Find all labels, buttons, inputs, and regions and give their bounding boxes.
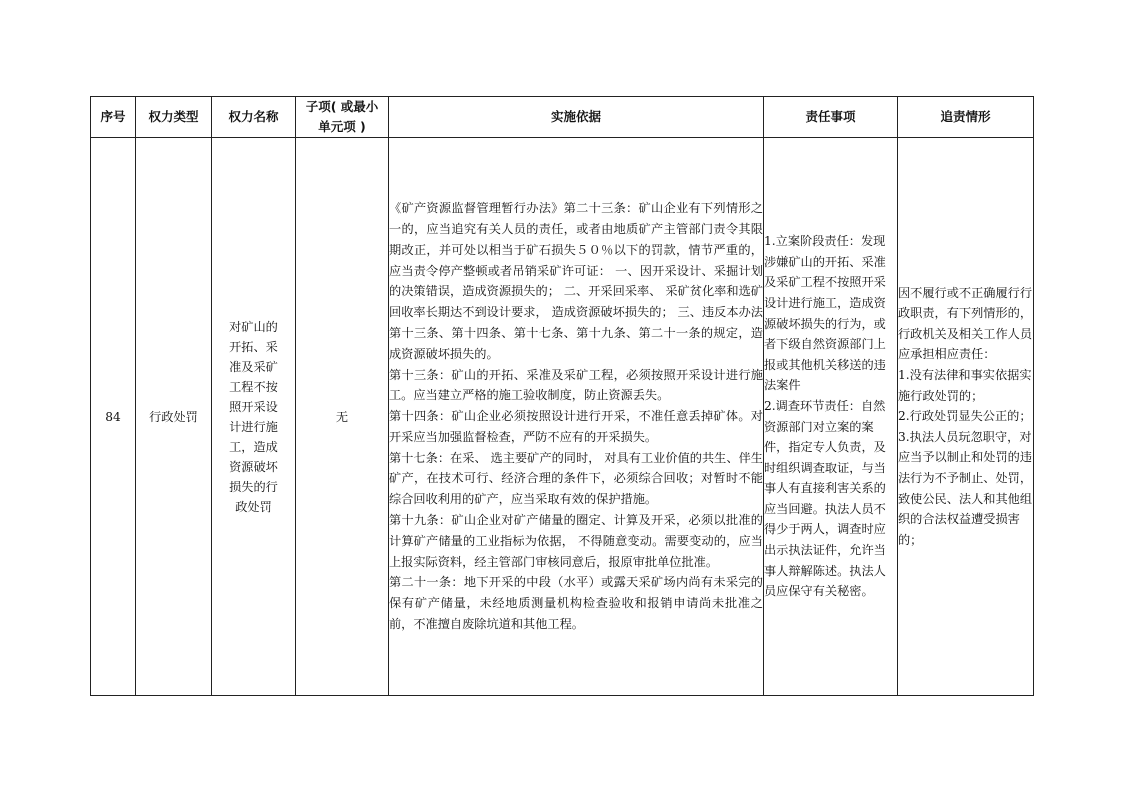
basis-paragraph: 第二十一条：地下开采的中段（水平）或露天采矿场内尚有未采完的保有矿产储量，未经地质测量机构检查验收和报销申请尚未批准之前，不准擅自废除坑道和其他工程。 xyxy=(389,575,763,632)
row-subitem: 无 xyxy=(296,138,389,696)
responsibility-item: 2.调查环节责任：自然资源部门对立案的案件，指定专人负责，及时组织调查取证，与当事人有直接利害关系的应当回避。执法人员不得少于两人，调查时应出示执法证件，允许当事人辩解陈述。执法人员应保守有关秘密。 xyxy=(764,398,886,599)
header-responsibility: 责任事项 xyxy=(764,97,898,138)
header-power-type: 权力类型 xyxy=(136,97,212,138)
basis-paragraph: 第十九条：矿山企业对矿产储量的圈定、计算及开采，必须以批准的计算矿产储量的工业指标为依据， 不得随意变动。需要变动的，应当上报实际资料，经主管部门审核同意后，报原审批单位批准。 xyxy=(389,513,763,569)
header-seq: 序号 xyxy=(91,97,136,138)
accountability-item: 2.行政处罚显失公正的； xyxy=(898,409,1032,424)
header-accountability: 追责情形 xyxy=(898,97,1034,138)
basis-paragraph: 《矿产资源监督管理暂行办法》第二十三条：矿山企业有下列情形之一的，应当追究有关人员的责任，或者由地质矿产主管部门责令其限期改正，并可处以相当于矿石损失５０％以下的罚款，情节严重的，应当责令停产整顿或者吊销采矿许可证： 一、因开采设计、采掘计划的决策错误，造成资源损失的； 二、开采回采率、 采矿贫化率和选矿回收率长期达不到设计要求， 造成资源破坏损失的； 三、违反本办法第十三条、第十四条、第十七条、第十九条、第二十一条的规定，造成资源破坏损失的。 xyxy=(389,201,763,361)
basis-paragraph: 第十四条：矿山企业必须按照设计进行开采，不准任意丢掉矿体。对开采应当加强监督检查，严防不应有的开采损失。 xyxy=(389,409,763,444)
row-seq: 84 xyxy=(91,138,136,696)
table-row xyxy=(91,138,1034,696)
accountability-item: 因不履行或不正确履行行政职责，有下列情形的，行政机关及相关工作人员应承担相应责任： xyxy=(898,285,1033,362)
header-basis: 实施依据 xyxy=(389,97,764,138)
table-header-row xyxy=(91,97,1034,138)
row-power-name-cell xyxy=(212,138,296,696)
accountability-item: 3.执法人员玩忽职守，对应当予以制止和处罚的违法行为不予制止、处罚，致使公民、法人和其他组织的合法权益遭受损害的； xyxy=(898,429,1033,547)
responsibility-item: 1.立案阶段责任：发现涉嫌矿山的开拓、采准及采矿工程不按照开采设计进行施工，造成资源破坏损失的行为，或者下级自然资源部门上报或其他机关移送的违法案件 xyxy=(764,234,886,393)
row-basis-cell xyxy=(389,138,764,696)
row-responsibility-cell xyxy=(764,138,898,696)
header-subitem xyxy=(296,97,389,138)
basis-paragraph: 第十三条：矿山的开拓、采准及采矿工程，必须按照开采设计进行施工。应当建立严格的施工验收制度，防止资源丢失。 xyxy=(389,367,763,403)
row-power-type: 行政处罚 xyxy=(136,138,212,696)
row-power-name: 对矿山的开拓、采准及采矿工程不按照开采设计进行施工，造成资源破坏损失的行政处罚 xyxy=(229,319,278,514)
header-power-name: 权力名称 xyxy=(212,97,296,138)
basis-paragraph: 第十七条：在采、 选主要矿产的同时， 对具有工业价值的共生、伴生矿产，在技术可行、经济合理的条件下，必须综合回收；对暂时不能综合回收利用的矿产，应当采取有效的保护措施。 xyxy=(389,450,763,507)
row-accountability-cell xyxy=(898,138,1034,696)
power-list-table xyxy=(90,96,1034,696)
accountability-item: 1.没有法律和事实依据实施行政处罚的； xyxy=(898,368,1032,403)
header-subitem-label: 子项( 或最小单元项 ) xyxy=(305,99,379,134)
